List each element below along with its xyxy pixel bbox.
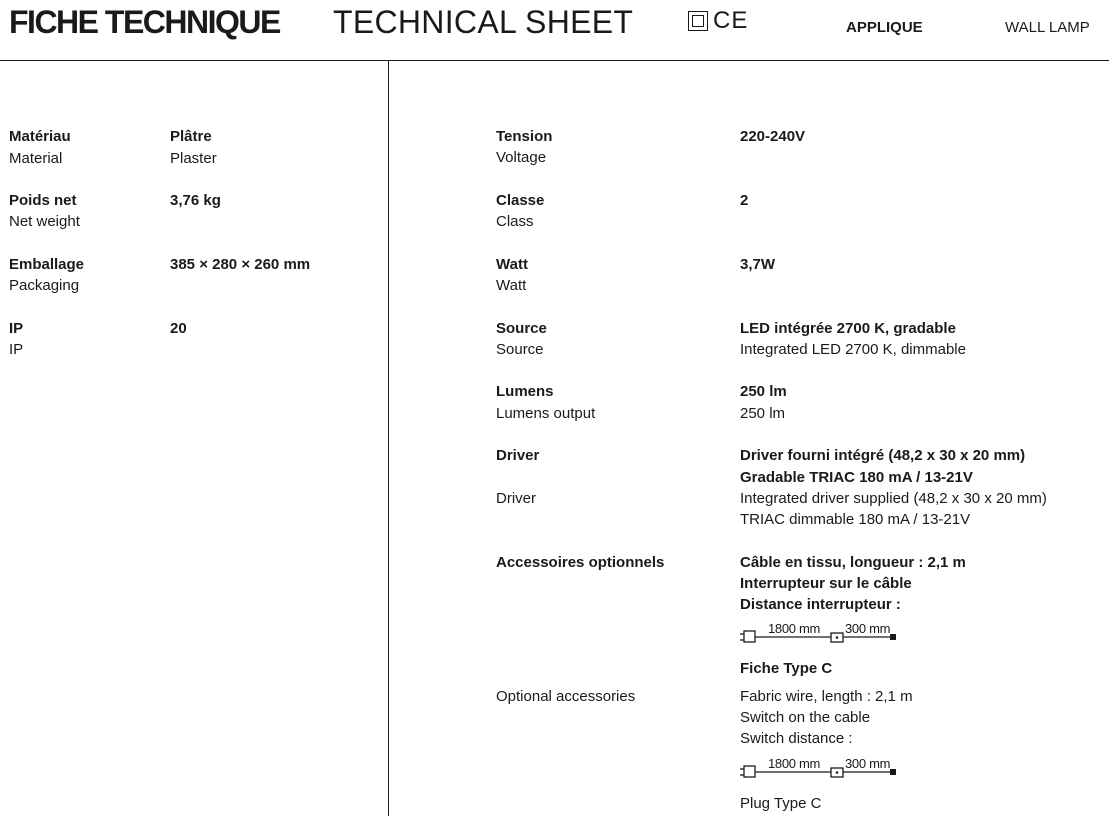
value-lumens-fr: 250 lm	[740, 383, 787, 400]
label-voltage-fr: Tension	[496, 128, 553, 145]
label-lumens-en: Lumens output	[496, 405, 596, 422]
cable-segment-1-fr: 1800 mm	[768, 621, 821, 636]
column-divider	[388, 60, 389, 816]
cable-segment-1-en: 1800 mm	[768, 756, 821, 771]
accessory-fr-line-1: Câble en tissu, longueur : 2,1 m	[740, 554, 966, 571]
category-fr: APPLIQUE	[846, 19, 923, 36]
switch-icon	[831, 768, 843, 777]
value-driver-en-2: TRIAC dimmable 180 mA / 13-21V	[740, 511, 971, 528]
label-watt-fr: Watt	[496, 256, 528, 273]
label-accessories-en: Optional accessories	[496, 688, 636, 705]
value-watt: 3,7W	[740, 256, 776, 273]
cable-end-icon	[890, 634, 896, 640]
cable-diagram-fr	[738, 621, 908, 648]
label-packaging-fr: Emballage	[9, 256, 85, 273]
page-title-fr: FICHE TECHNIQUE	[9, 4, 280, 40]
label-source-en: Source	[496, 341, 544, 358]
cable-segment-2-fr: 300 mm	[845, 621, 891, 636]
label-lumens-fr: Lumens	[496, 383, 554, 400]
cable-end-icon	[890, 769, 896, 775]
label-driver-fr: Driver	[496, 447, 540, 464]
value-source-en: Integrated LED 2700 K, dimmable	[740, 341, 966, 358]
label-material-en: Material	[9, 150, 63, 167]
value-ip: 20	[170, 320, 187, 337]
accessory-fr-line-3: Distance interrupteur :	[740, 596, 901, 613]
header-divider	[0, 60, 1109, 61]
value-net-weight: 3,76 kg	[170, 192, 221, 209]
page-title-en: TECHNICAL SHEET	[333, 4, 634, 40]
accessory-en-line-1: Fabric wire, length : 2,1 m	[740, 688, 913, 705]
label-net-weight-en: Net weight	[9, 213, 80, 230]
label-net-weight-fr: Poids net	[9, 192, 77, 209]
value-driver-fr-1: Driver fourni intégré (48,2 x 30 x 20 mm)	[740, 447, 1026, 464]
value-lumens-en: 250 lm	[740, 405, 786, 422]
label-ip-en: IP	[9, 341, 24, 358]
switch-icon	[831, 633, 843, 642]
value-source-fr: LED intégrée 2700 K, gradable	[740, 320, 956, 337]
label-source-fr: Source	[496, 320, 547, 337]
accessory-en-line-3: Switch distance :	[740, 730, 853, 747]
value-packaging: 385 × 280 × 260 mm	[170, 256, 311, 273]
value-material-en: Plaster	[170, 150, 217, 167]
label-class-fr: Classe	[496, 192, 545, 209]
value-class: 2	[740, 192, 749, 209]
label-accessories-fr: Accessoires optionnels	[496, 554, 665, 571]
ce-mark-icon: CE	[713, 7, 749, 34]
plug-icon	[740, 766, 755, 777]
label-voltage-en: Voltage	[496, 149, 547, 166]
cable-segment-2-en: 300 mm	[845, 756, 891, 771]
label-packaging-en: Packaging	[9, 277, 80, 294]
value-driver-fr-2: Gradable TRIAC 180 mA / 13-21V	[740, 469, 973, 486]
label-ip-fr: IP	[9, 320, 24, 337]
label-material-fr: Matériau	[9, 128, 71, 145]
accessory-en-plug: Plug Type C	[740, 795, 822, 812]
class-2-double-square-icon	[688, 11, 708, 31]
cable-diagram-en	[738, 756, 908, 783]
label-watt-en: Watt	[496, 277, 527, 294]
value-voltage: 220-240V	[740, 128, 806, 145]
accessory-fr-line-2: Interrupteur sur le câble	[740, 575, 912, 592]
value-driver-en-1: Integrated driver supplied (48,2 x 30 x 20 mm)	[740, 490, 1047, 507]
accessory-fr-plug: Fiche Type C	[740, 660, 833, 677]
value-material-fr: Plâtre	[170, 128, 212, 145]
plug-icon	[740, 631, 755, 642]
category-en: WALL LAMP	[1005, 19, 1090, 36]
label-class-en: Class	[496, 213, 534, 230]
accessory-en-line-2: Switch on the cable	[740, 709, 871, 726]
label-driver-en: Driver	[496, 490, 536, 507]
certification-marks	[688, 7, 749, 34]
